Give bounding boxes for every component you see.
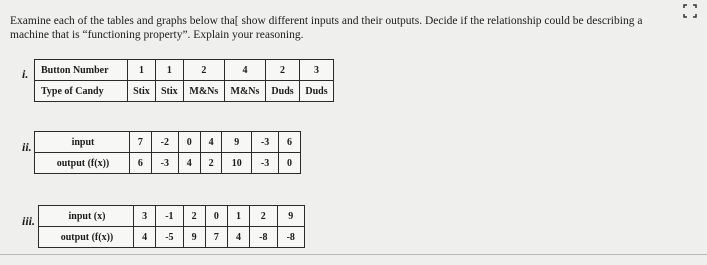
table-cell: 6 (130, 153, 152, 174)
table-row (39, 227, 305, 248)
table-cell: -8 (250, 227, 277, 248)
table-row (39, 206, 305, 227)
instructions-text: Examine each of the tables and graphs below tha[ show different inputs and their outputs. Decide if the relationship could be describing a machine that is “functioning property”. Explain your reasoning. (10, 15, 643, 41)
table-cell: -5 (156, 227, 183, 248)
table-cell: 2 (200, 153, 222, 174)
table-cell: 0 (279, 153, 301, 174)
table-cell: 4 (200, 132, 222, 153)
table-cell: Duds (300, 81, 334, 102)
table-cell: 4 (134, 227, 156, 248)
table-cell: 7 (205, 227, 227, 248)
table-cell: 1 (155, 60, 183, 81)
table-cell: Stix (155, 81, 183, 102)
table-cell: 2 (183, 206, 205, 227)
row-header: output (f(x)) (39, 227, 134, 248)
table-cell: -3 (252, 153, 279, 174)
table-cell: Duds (266, 81, 300, 102)
table-cell: 2 (266, 60, 300, 81)
table-row (35, 81, 334, 102)
row-header: input (x) (39, 206, 134, 227)
table-row (35, 60, 334, 81)
table-i (34, 59, 334, 102)
table-cell: 2 (183, 60, 224, 81)
table-cell: 7 (130, 132, 152, 153)
row-header: input (35, 132, 130, 153)
table-cell: 3 (300, 60, 334, 81)
table-cell: M&Ns (224, 81, 265, 102)
table-row (35, 153, 301, 174)
table-cell: 10 (222, 153, 252, 174)
table-cell: 1 (227, 206, 249, 227)
table-label-iii: iii. (22, 214, 36, 228)
table-cell: 9 (277, 206, 305, 227)
table-cell: M&Ns (183, 81, 224, 102)
table-ii (34, 131, 301, 174)
table-cell: 1 (128, 60, 156, 81)
table-cell: -2 (151, 132, 178, 153)
table-cell: 0 (178, 132, 200, 153)
table-cell: Stix (128, 81, 156, 102)
table-label-ii: ii. (22, 140, 32, 154)
table-cell: 0 (205, 206, 227, 227)
table-cell: 6 (279, 132, 301, 153)
row-header: Button Number (35, 60, 128, 81)
table-iii (38, 205, 305, 248)
table-cell: 2 (250, 206, 277, 227)
row-header: output (f(x)) (35, 153, 130, 174)
table-cell: 4 (224, 60, 265, 81)
table-cell: -3 (252, 132, 279, 153)
table-label-i: i. (22, 67, 29, 81)
table-cell: 3 (134, 206, 156, 227)
table-cell: 4 (178, 153, 200, 174)
table-cell: -3 (151, 153, 178, 174)
bottom-divider (0, 254, 707, 255)
table-cell: -1 (156, 206, 183, 227)
table-cell: 9 (222, 132, 252, 153)
table-row (35, 132, 301, 153)
row-header: Type of Candy (35, 81, 128, 102)
table-cell: 9 (183, 227, 205, 248)
table-cell: 4 (227, 227, 249, 248)
table-cell: -8 (277, 227, 305, 248)
expand-icon[interactable] (683, 4, 697, 18)
